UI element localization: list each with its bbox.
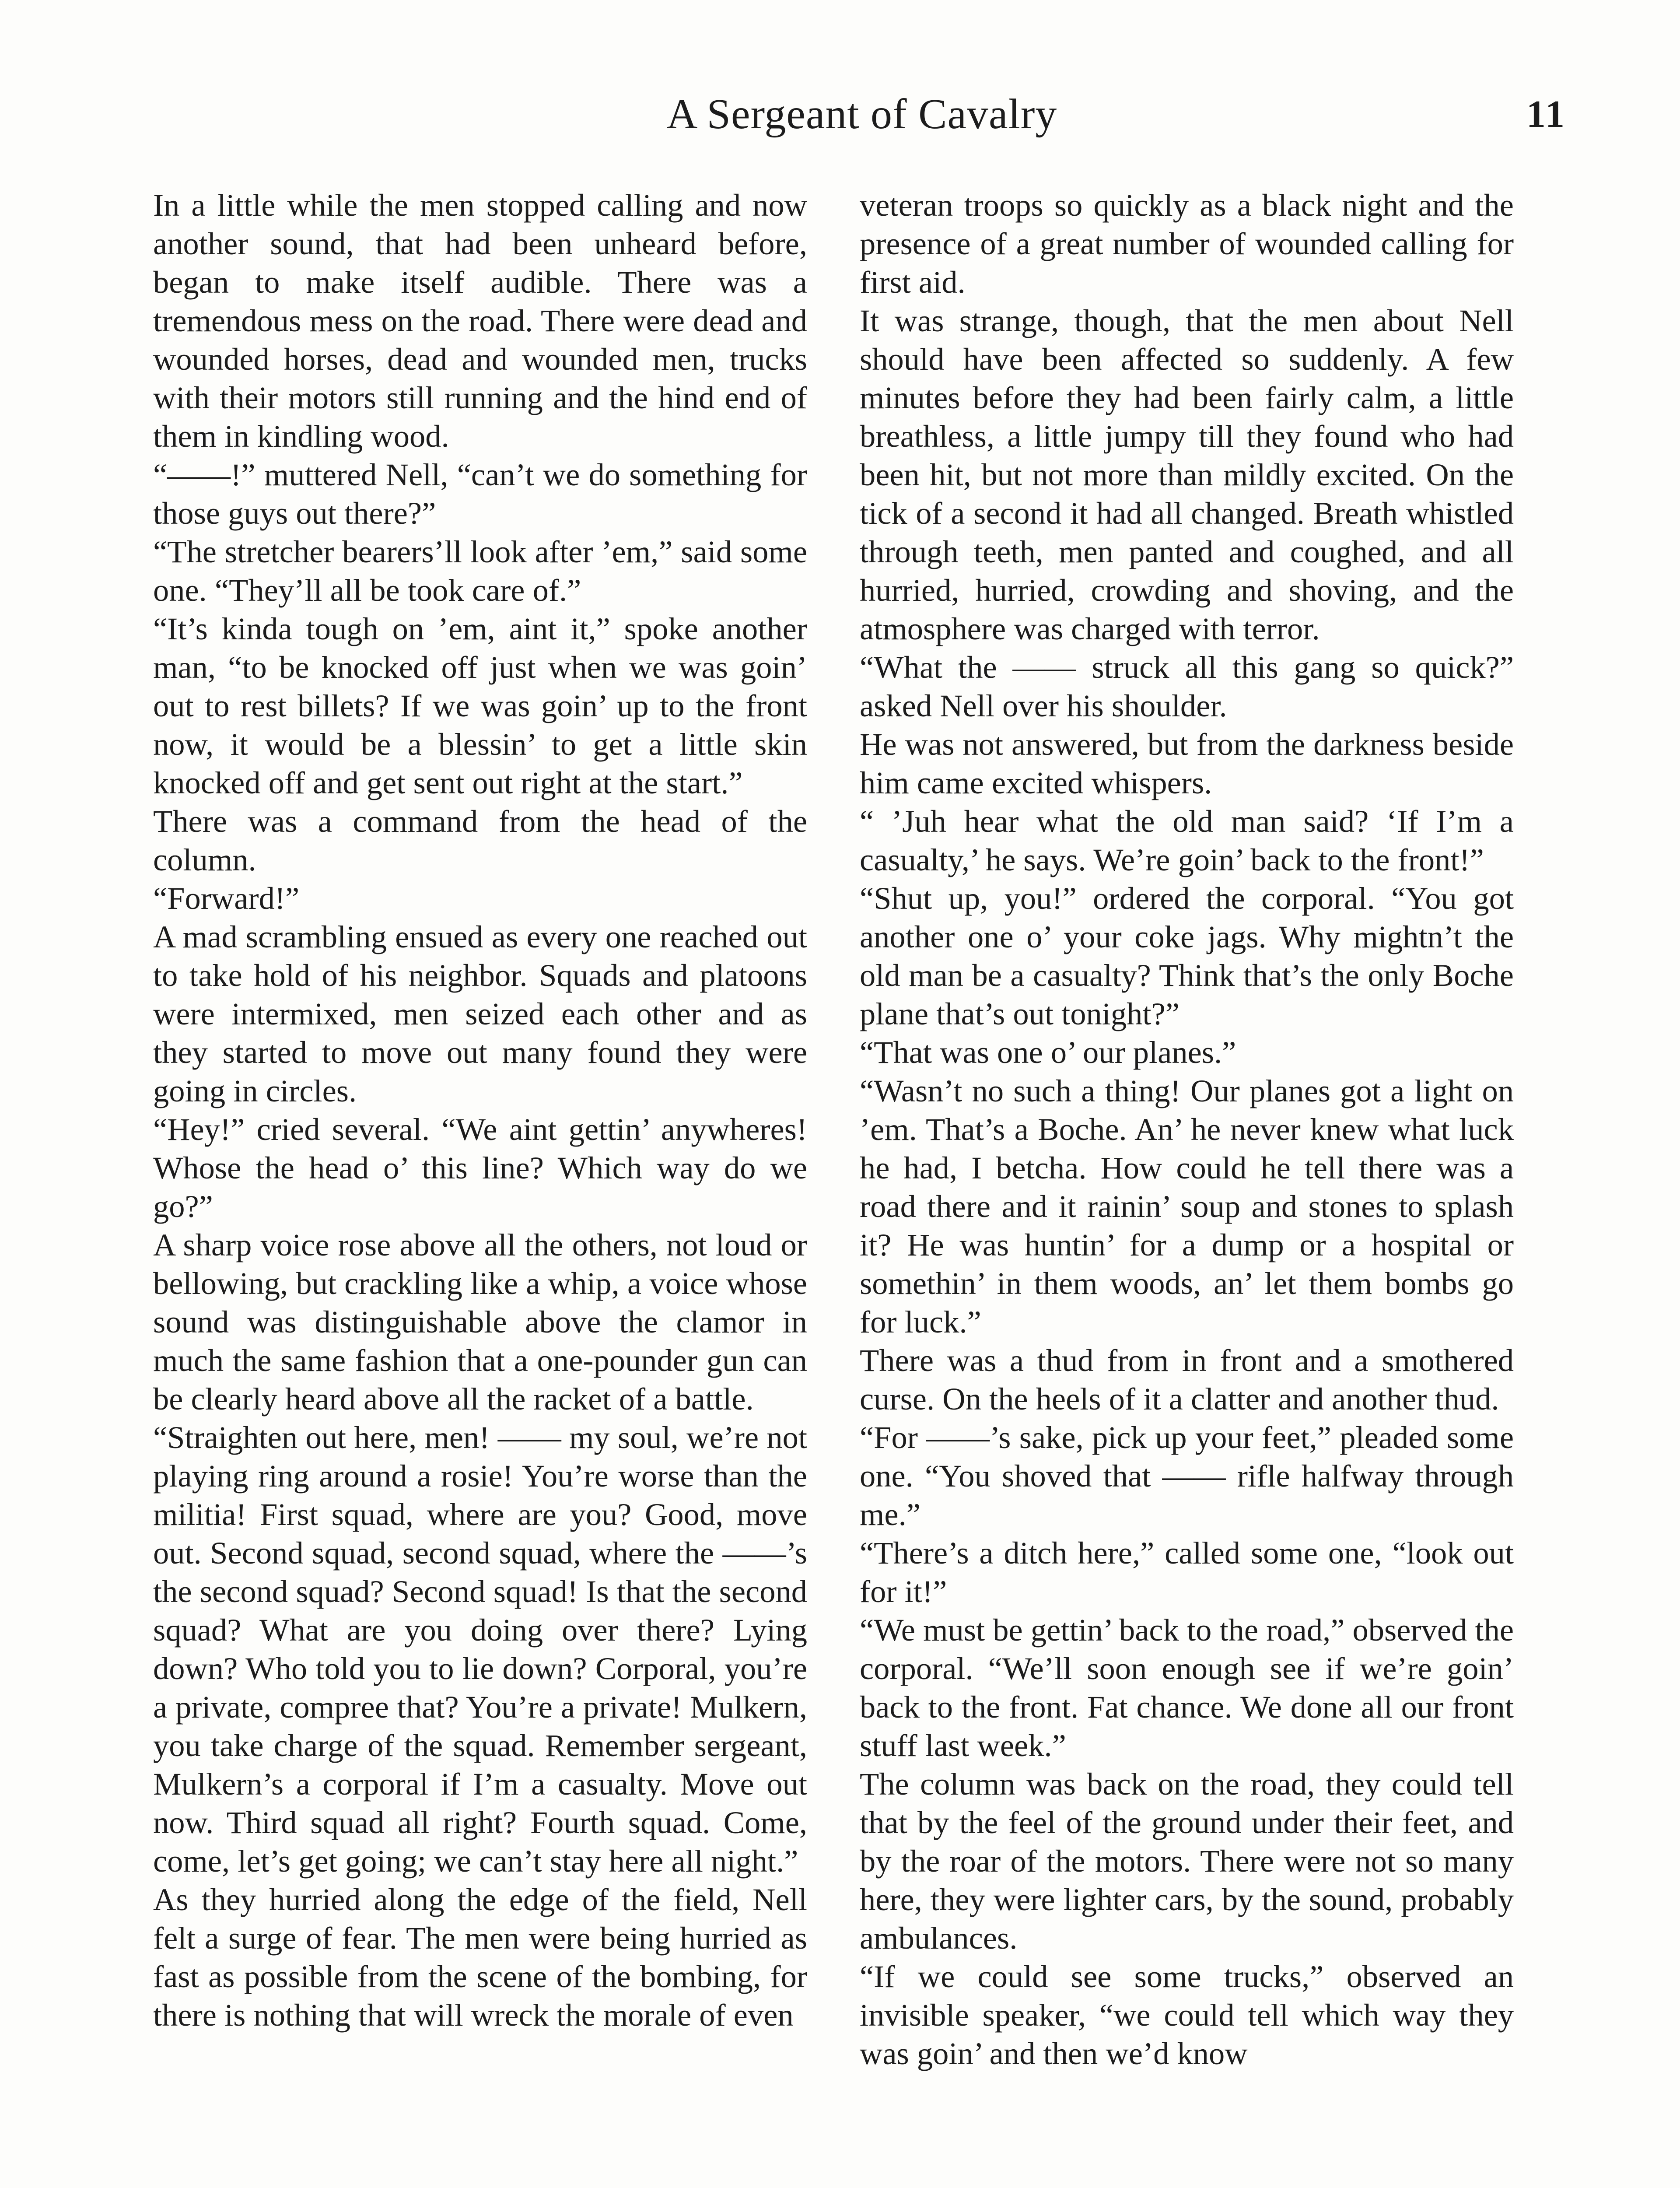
paragraph: “That was one o’ our planes.”: [860, 1034, 1236, 1070]
paragraph: “Forward!”: [153, 880, 300, 916]
paragraph: “Wasn’t no such a thing! Our planes got a light on ’em. That’s a Boche. An’ he never knew what luck he had, I betcha. How could he tell there was a road there and it rainin’ soup and stones to splash it? He was huntin’ for a dump or a hospital or somethin’ in them woods, an’ let them bombs go for luck.”: [860, 1073, 1514, 1339]
paragraph: In a little while the men stopped calling and now another sound, that had been unheard before, began to make itself audible. There was a tremendous mess on the road. There were dead and wounded horses, dead and wounded men, trucks with their motors still running and the hind end of them in kindling wood.: [153, 187, 807, 454]
page-header: [158, 90, 1566, 151]
text-column-right: [860, 186, 1514, 2073]
paragraph: A sharp voice rose above all the others, not loud or bellowing, but crackling like a whip, a voice whose sound was distinguishable above the clamor in much the same fashion that a one-pounder gun can be clearly heard above all the racket of a battle.: [153, 1227, 807, 1417]
paragraph: It was strange, though, that the men about Nell should have been affected so suddenly. A few minutes before they had been fairly calm, a little breathless, a little jumpy till they found who had been hit, but not more than mildly excited. On the tick of a second it had all changed. Breath whistled through teeth, men panted and coughed, and all hurried, hurried, crowding and shoving, and the atmosphere was charged with terror.: [860, 303, 1514, 646]
paragraph: “ ’Juh hear what the old man said? ‘If I’m a casualty,’ he says. We’re goin’ back to the front!”: [860, 803, 1514, 877]
paragraph: “If we could see some trucks,” observed an invisible speaker, “we could tell which way they was goin’ and then we’d know: [860, 1959, 1514, 2071]
paragraph: veteran troops so quickly as a black night and the presence of a great number of wounded calling for first aid.: [860, 187, 1514, 300]
paragraph: He was not answered, but from the darkness beside him came excited whispers.: [860, 726, 1514, 800]
paragraph: “What the —— struck all this gang so quick?” asked Nell over his shoulder.: [860, 649, 1514, 723]
paragraph: “There’s a ditch here,” called some one, “look out for it!”: [860, 1535, 1514, 1609]
paragraph: “Hey!” cried several. “We aint gettin’ anywheres! Whose the head o’ this line? Which way do we go?”: [153, 1112, 807, 1224]
paragraph: There was a thud from in front and a smothered curse. On the heels of it a clatter and another thud.: [860, 1343, 1514, 1417]
paragraph: There was a command from the head of the column.: [153, 803, 807, 877]
paragraph: “The stretcher bearers’ll look after ’em,” said some one. “They’ll all be took care of.”: [153, 534, 807, 608]
paragraph: “——!” muttered Nell, “can’t we do something for those guys out there?”: [153, 457, 807, 531]
paragraph: “For ——’s sake, pick up your feet,” pleaded some one. “You shoved that —— rifle halfway through me.”: [860, 1420, 1514, 1532]
paragraph: The column was back on the road, they could tell that by the feel of the ground under their feet, and by the roar of the motors. There were not so many here, they were lighter cars, by the sound, probably ambulances.: [860, 1766, 1514, 1956]
text-column-left: [153, 186, 807, 2034]
page-number: 11: [1526, 93, 1566, 136]
paragraph: A mad scrambling ensued as every one reached out to take hold of his neighbor. Squads and platoons were intermixed, men seized each other and as they started to move out many found they were going in circles.: [153, 919, 807, 1108]
paragraph: “It’s kinda tough on ’em, aint it,” spoke another man, “to be knocked off just when we was goin’ out to rest billets? If we was goin’ up to the front now, it would be a blessin’ to get a little skin knocked off and get sent out right at the start.”: [153, 611, 807, 800]
paragraph: As they hurried along the edge of the field, Nell felt a surge of fear. The men were being hurried as fast as possible from the scene of the bombing, for there is nothing that will wreck the morale of even: [153, 1882, 807, 2033]
running-title: A Sergeant of Cavalry: [666, 91, 1057, 138]
paragraph: “Straighten out here, men! —— my soul, we’re not playing ring around a rosie! You’re worse than the militia! First squad, where are you? Good, move out. Second squad, second squad, where the ——’s the second squad? Second squad! Is that the second squad? What are you doing over there? Lying down? Who told you to lie down? Corporal, you’re a private, compree that? You’re a private! Mulkern, you take charge of the squad. Remember sergeant, Mulkern’s a corporal if I’m a casualty. Move out now. Third squad all right? Fourth squad. Come, come, let’s get going; we can’t stay here all night.”: [153, 1420, 807, 1879]
paragraph: “We must be gettin’ back to the road,” observed the corporal. “We’ll soon enough see if we’re goin’ back to the front. Fat chance. We done all our front stuff last week.”: [860, 1612, 1514, 1763]
paragraph: “Shut up, you!” ordered the corporal. “You got another one o’ your coke jags. Why mightn’t the old man be a casualty? Think that’s the only Boche plane that’s out tonight?”: [860, 880, 1514, 1031]
